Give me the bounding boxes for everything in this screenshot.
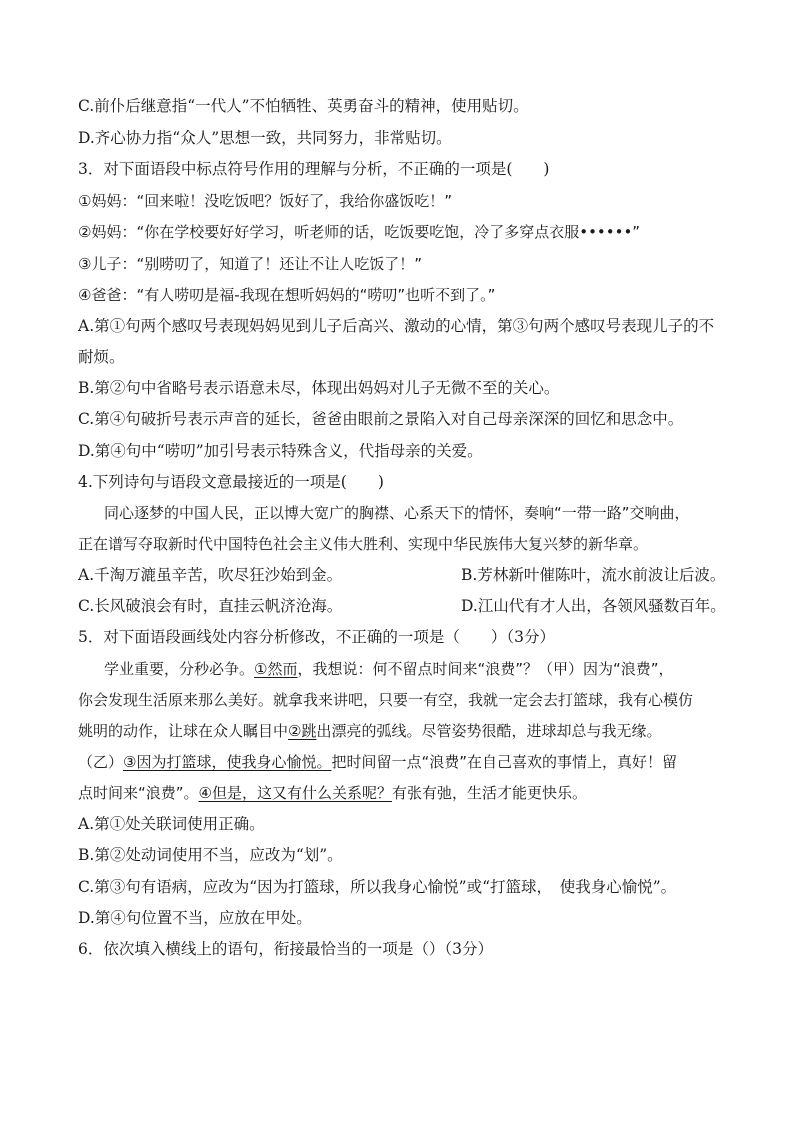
q3-option-a-cont: 耐烦。 <box>78 348 125 366</box>
underline-4: ④但是，这又有什么关系呢？ <box>198 784 392 802</box>
q4-option-a: A.千淘万漉虽辛苦，吹尽狂沙始到金。 <box>78 566 343 584</box>
q5-option-d: D.第④句位置不当，应放在甲处。 <box>78 909 312 927</box>
question-6-stem: 6．依次填入横线上的语句，衔接最恰当的一项是（）（3分） <box>78 940 493 958</box>
q3-option-a: A.第①句两个感叹号表现妈妈见到儿子后高兴、激动的心情，第③句两个感叹号表现儿子的不 <box>78 317 715 335</box>
q5-passage-line-4: （乙）③因为打篮球，使我身心愉悦。把时间留一点“浪费”在自己喜欢的事情上，真好！留 <box>78 753 678 771</box>
question-4-stem: 4.下列诗句与语段文意最接近的一项是( ) <box>78 473 384 491</box>
q5-passage-line-3: 姚明的动作，让球在众人瞩目中②跳出漂亮的弧线。尽管姿势很酷，进球却总与我无缘。 <box>78 722 662 740</box>
q4-passage-line-1: 同心逐梦的中国人民，正以博大宽广的胸襟、心系天下的情怀，奏响“一带一路”交响曲， <box>104 504 690 522</box>
underline-1: ①然而 <box>254 660 298 678</box>
q3-sentence-2: ②妈妈：“你在学校要好好学习，听老师的话，吃饭要吃饱，冷了多穿点衣服••••••” <box>78 223 641 241</box>
option-d-q2: D.齐心协力指“众人”思想一致，共同努力，非常贴切。 <box>78 129 452 147</box>
q3-sentence-3: ③儿子：“别唠叨了，知道了！还让不让人吃饭了！” <box>78 255 422 273</box>
q5-option-a: A.第①处关联词使用正确。 <box>78 815 265 833</box>
q4-passage-line-2: 正在谱写夺取新时代中国特色社会主义伟大胜利、实现中华民族伟大复兴梦的新华章。 <box>78 535 649 553</box>
q3-sentence-4: ④爸爸：“有人唠叨是福-我现在想听妈妈的“唠叨”也听不到了。” <box>78 286 496 304</box>
underline-2: ②跳 <box>288 722 317 740</box>
underline-3: ③因为打篮球，使我身心愉悦。 <box>123 753 332 771</box>
q4-options-row-1 <box>78 565 738 585</box>
q3-option-b: B.第②句中省略号表示语意未尽，体现出妈妈对儿子无微不至的关心。 <box>78 379 560 397</box>
q5-passage-line-5: 点时间来“浪费”。④但是，这又有什么关系呢？有张有弛，生活才能更快乐。 <box>78 784 588 802</box>
q4-options-row-2 <box>78 596 738 616</box>
q5-passage-line-2: 你会发现生活原来那么美好。就拿我来讲吧，只要一有空，我就一定会去打篮球，我有心模仿 <box>78 691 694 709</box>
option-c-q2: C.前仆后继意指“一代人”不怕牺牲、英勇奋斗的精神，使用贴切。 <box>78 97 529 115</box>
question-3-stem: 3．对下面语段中标点符号作用的理解与分析，不正确的一项是( ) <box>78 160 550 178</box>
q3-sentence-1: ①妈妈：“回来啦！没吃饭吧？饭好了，我给你盛饭吃！” <box>78 192 452 210</box>
q4-option-b: B.芳林新叶催陈叶，流水前波让后波。 <box>461 566 726 584</box>
q3-option-d: D.第④句中“唠叨”加引号表示特殊含义，代指母亲的关爱。 <box>78 442 483 460</box>
q4-option-d: D.江山代有才人出，各领风骚数百年。 <box>461 597 726 615</box>
q5-option-b: B.第②处动词使用不当，应改为“划”。 <box>78 846 343 864</box>
question-5-stem: 5．对下面语段画线处内容分析修改，不正确的一项是（ ）（3分） <box>78 628 555 646</box>
q3-option-c: C.第④句破折号表示声音的延长，爸爸由眼前之景陷入对自己母亲深深的回忆和思念中。 <box>78 410 684 428</box>
q4-option-c: C.长风破浪会有时，直挂云帆济沧海。 <box>78 597 343 615</box>
q5-passage-line-1: 学业重要，分秒必争。①然而，我想说：何不留点时间来“浪费”？（甲）因为“浪费”， <box>104 660 674 678</box>
q5-option-c: C.第③句有语病，应改为“因为打篮球，所以我身心愉悦”或“打篮球， 使我身心愉悦”。 <box>78 878 677 896</box>
